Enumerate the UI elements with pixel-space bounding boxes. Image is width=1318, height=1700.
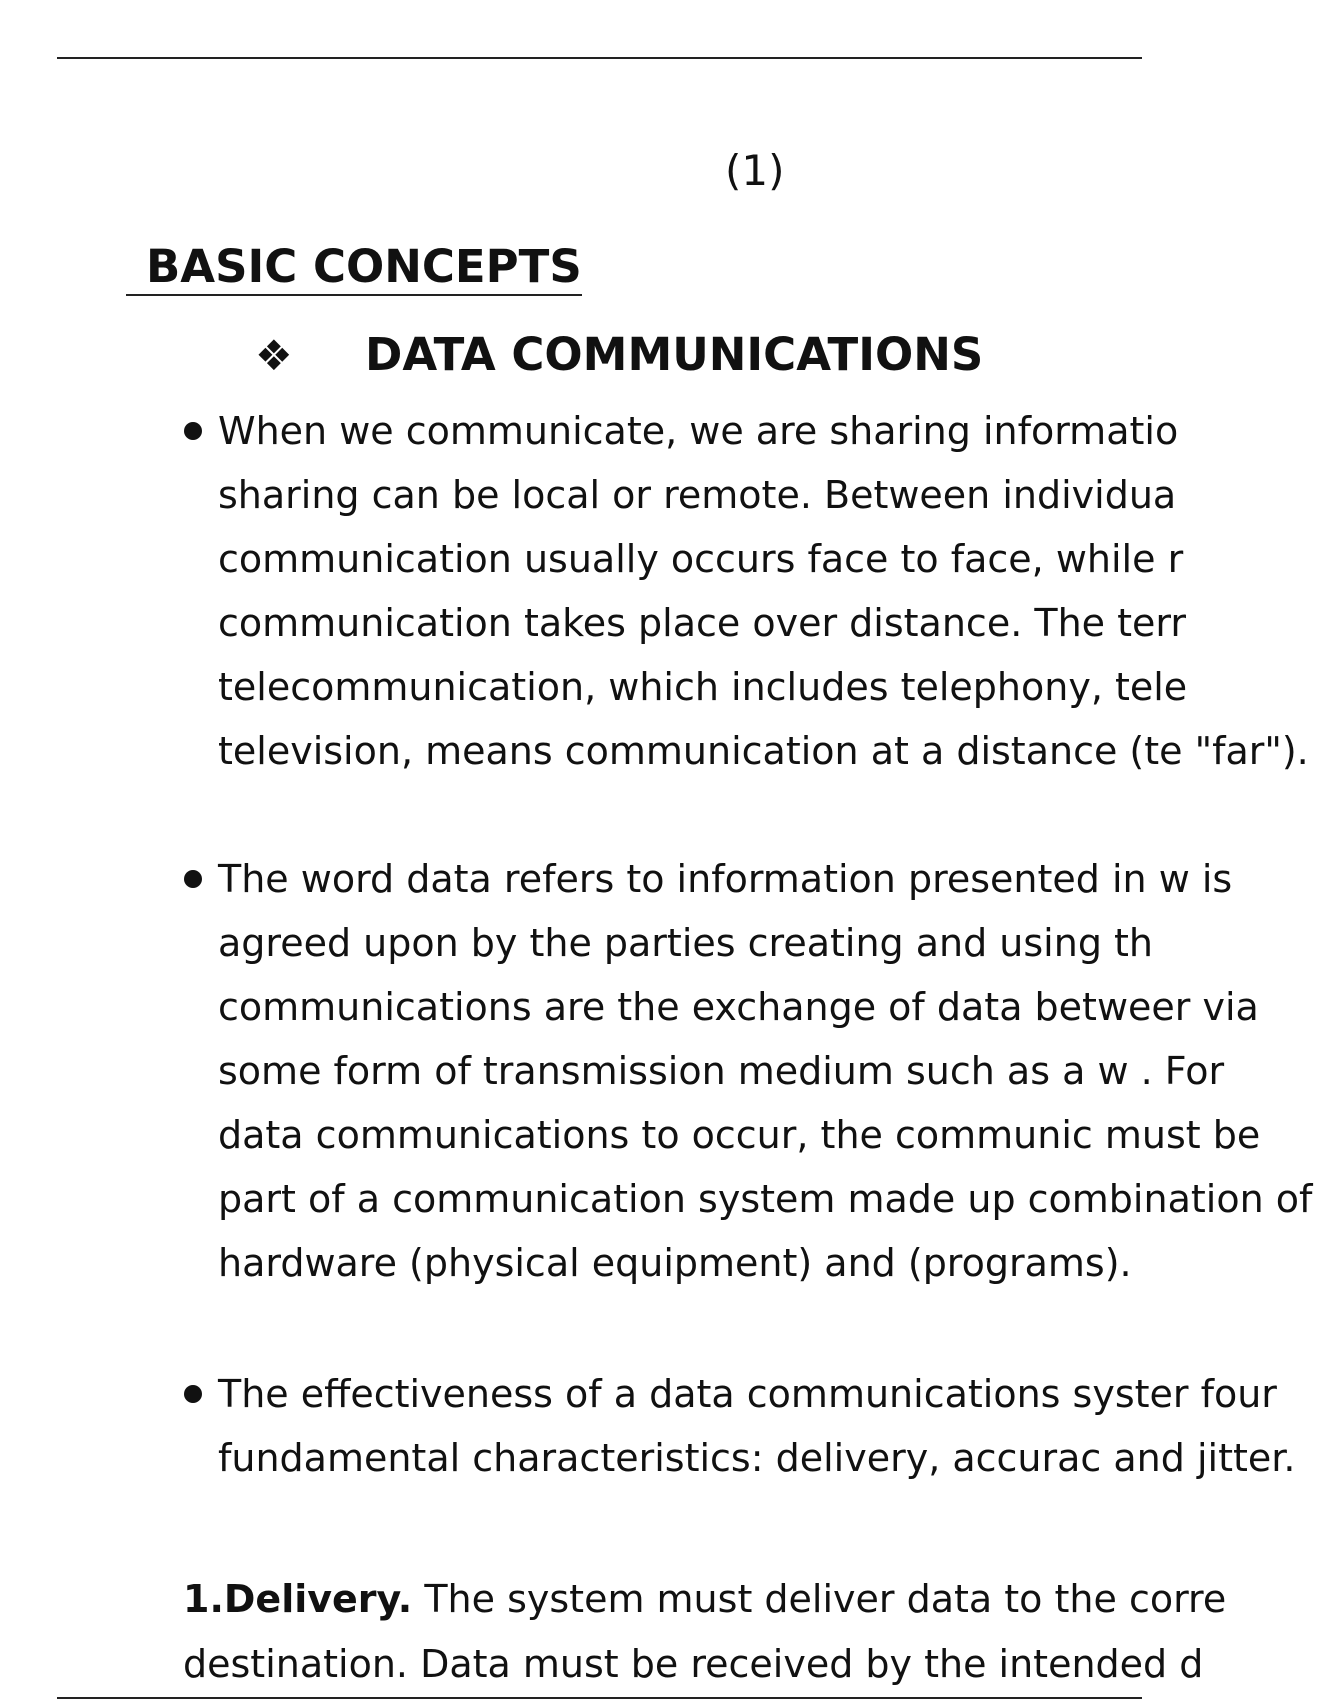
diamond-bullet-icon: ❖ xyxy=(255,331,293,380)
bullet-paragraph-3: The effectiveness of a data communications syster four fundamental characteristics: delivery, accurac and jitter. xyxy=(218,1372,1296,1480)
subheading xyxy=(255,328,983,381)
bullet-paragraph-2: The word data refers to information presented in w is agreed upon by the parties creating and using th communications are the exchange of data betweer via some form of transmission medium such as a w . For data communications to occur, the communic must be part of a communication system made up combination of hardware (physical equipment) and (programs). xyxy=(218,857,1313,1285)
bullet-paragraph-1: When we communicate, we are sharing informatio sharing can be local or remote. Between individua communication usually occurs face to face, while r communication takes place over distance. The terr telecommunication, which includes telephony, tele television, means communication at a distance (te "far"). xyxy=(218,409,1309,773)
subheading-text: DATA COMMUNICATIONS xyxy=(365,328,984,381)
top-rule xyxy=(57,57,1142,59)
numbered-item-delivery xyxy=(183,1567,1283,1697)
page-number: (1) xyxy=(725,146,785,195)
bullet-dot-icon xyxy=(184,870,202,888)
section-title: BASIC CONCEPTS xyxy=(146,240,582,293)
numbered-item-label: 1.Delivery. xyxy=(183,1577,413,1621)
bottom-rule xyxy=(57,1697,1142,1699)
numbered-item-text: The system must deliver data to the corre destination. Data must be received by the intended d xyxy=(183,1577,1227,1686)
section-title-underline xyxy=(126,294,582,296)
bullet-dot-icon xyxy=(184,422,202,440)
bullet-dot-icon xyxy=(184,1385,202,1403)
